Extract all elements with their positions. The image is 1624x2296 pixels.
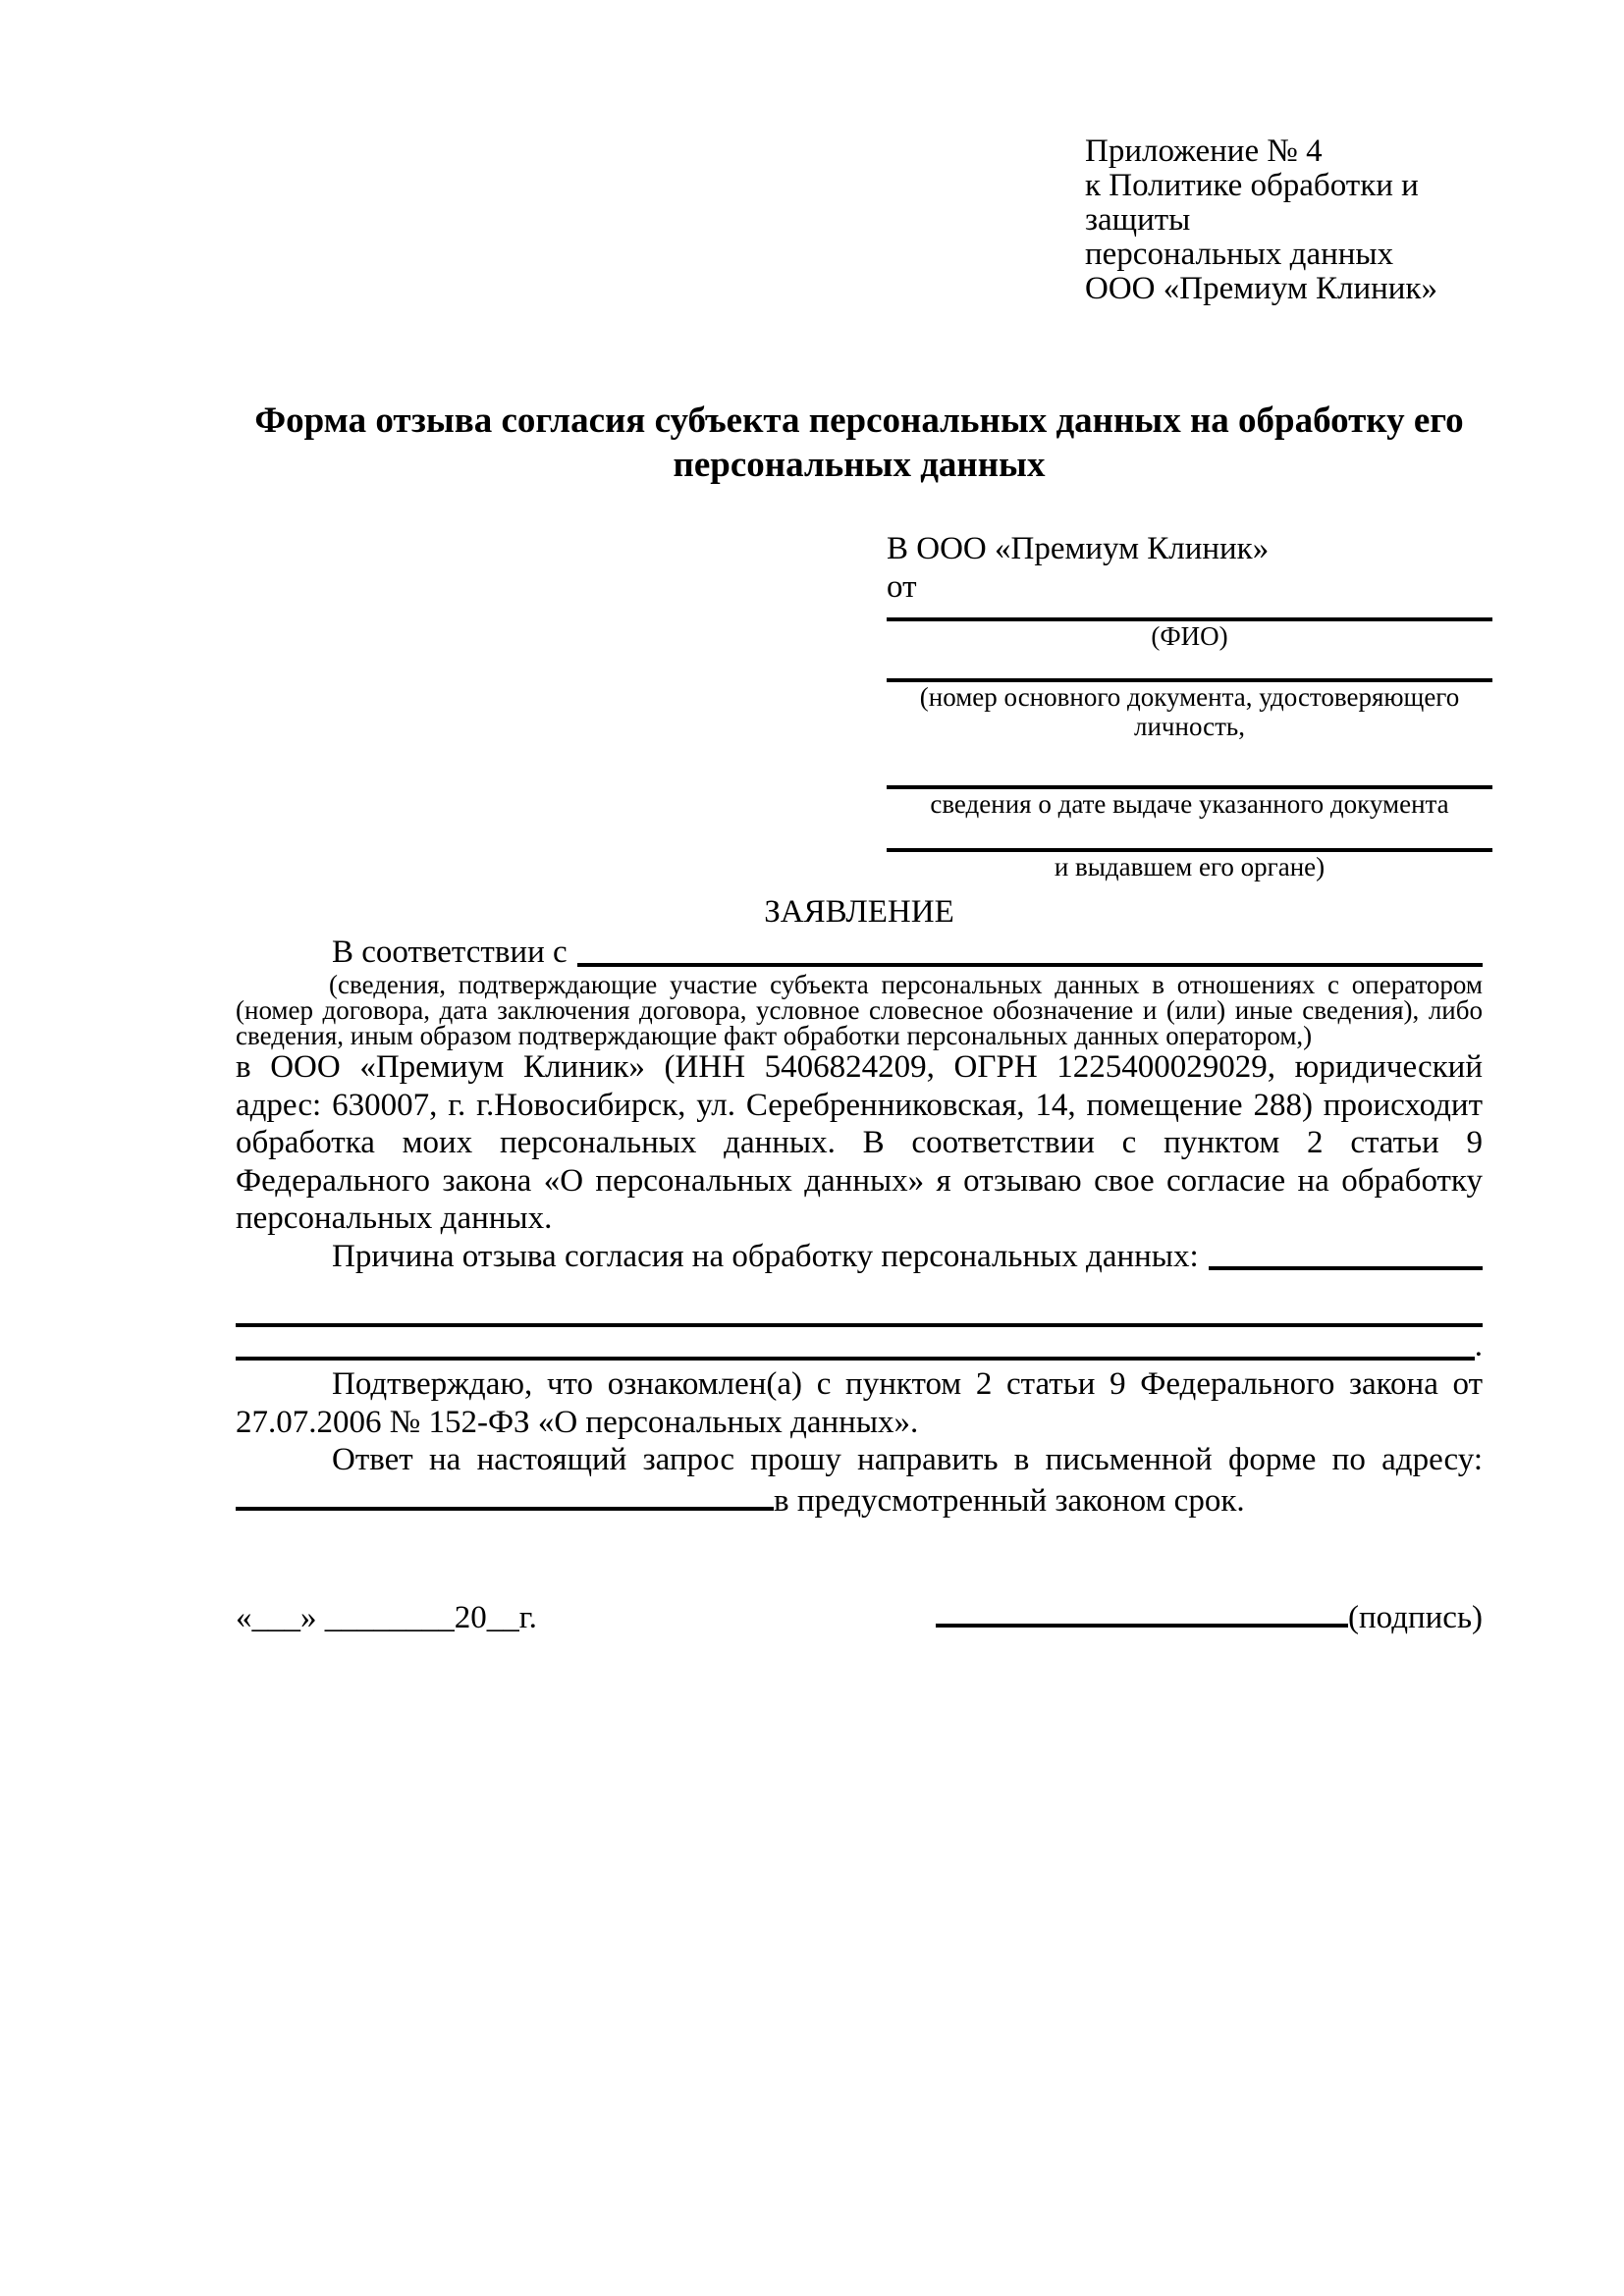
issue-date-blank-line [887,741,1492,789]
appendix-line-4: ООО «Премиум Клиник» [1085,271,1437,306]
issuing-authority-blank-line [887,819,1492,852]
reply-address-blank-line [236,1479,774,1511]
reply-address-line [236,1479,1483,1521]
fio-blank-line [887,607,1492,621]
intro-blank-line [577,934,1483,967]
appendix-line-1: Приложение № 4 [1085,133,1323,169]
statement-body: в ООО «Премиум Клиник» (ИНН 5406824209, ОГРН 1225400029029, юридический адрес: 630007, г. г.Новосибирск, ул. Серебренниковская, 14, помещение 288) происходит обработка моих персональных данных. В соответствии с пунктом 2 статьи 9 Федерального закона «О персональных данных» я отзываю свое согласие на обработку персональных данных. [236,1049,1483,1236]
reason-line [236,1238,1483,1276]
addressee-from-label: от [887,569,917,605]
fio-caption: (ФИО) [1151,621,1228,651]
document-title: Форма отзыва согласия субъекта персональных данных на обработку его персональных данных [254,400,1464,485]
document-number-caption: (номер основного документа, удостоверяющего личность, [919,682,1460,741]
statement-section [236,893,1483,1637]
reason-label: Причина отзыва согласия на обработку персональных данных: [332,1238,1199,1274]
addressee-block [887,530,1492,881]
signature-blank-line [936,1596,1348,1628]
reply-suffix: в предусмотренный законом срок. [774,1482,1245,1519]
confirmation-paragraph: Подтверждаю, что ознакомлен(а) с пунктом 2 статьи 9 Федерального закона от 27.07.2006 № 152-ФЗ «О персональных данных». [236,1366,1483,1440]
statement-heading: ЗАЯВЛЕНИЕ [764,894,954,930]
appendix-line-3: персональных данных [1085,237,1394,272]
issuing-authority-caption: и выдавшем его органе) [1054,852,1326,881]
intro-line [236,934,1483,972]
date-blank: «___» ________20__г. [236,1600,537,1635]
issue-date-caption: сведения о дате выдаче указанного документа [930,789,1449,819]
reason-blank-line-3 [236,1327,1475,1361]
document-number-blank-line [887,651,1492,682]
reason-blank-line-1 [1209,1238,1483,1271]
reply-request-line: Ответ на настоящий запрос прошу направить в письменной форме по адресу: [332,1442,1483,1477]
reason-blank-line-3-row [236,1327,1483,1365]
blank-line-terminator: . [1474,1328,1483,1363]
addressee-to: В ООО «Премиум Клиник» [887,531,1270,566]
fine-print-note: (сведения, подтверждающие участие субъекта персональных данных в отношениях с оператором (номер договора, дата заключения договора, условное словесное обозначение и (или) иные сведения), либо сведения, иным образом подтверждающие факт обработки персональных данных оператором,) [236,970,1483,1050]
intro-prefix: В соответствии с [332,934,568,970]
appendix-line-2: к Политике обработки и защиты [1085,168,1419,238]
date-signature-row [236,1596,1483,1637]
appendix-block [1085,134,1497,306]
signature-group [936,1596,1483,1637]
reason-blank-line-2 [236,1275,1483,1327]
signature-caption: (подпись) [1348,1600,1483,1635]
